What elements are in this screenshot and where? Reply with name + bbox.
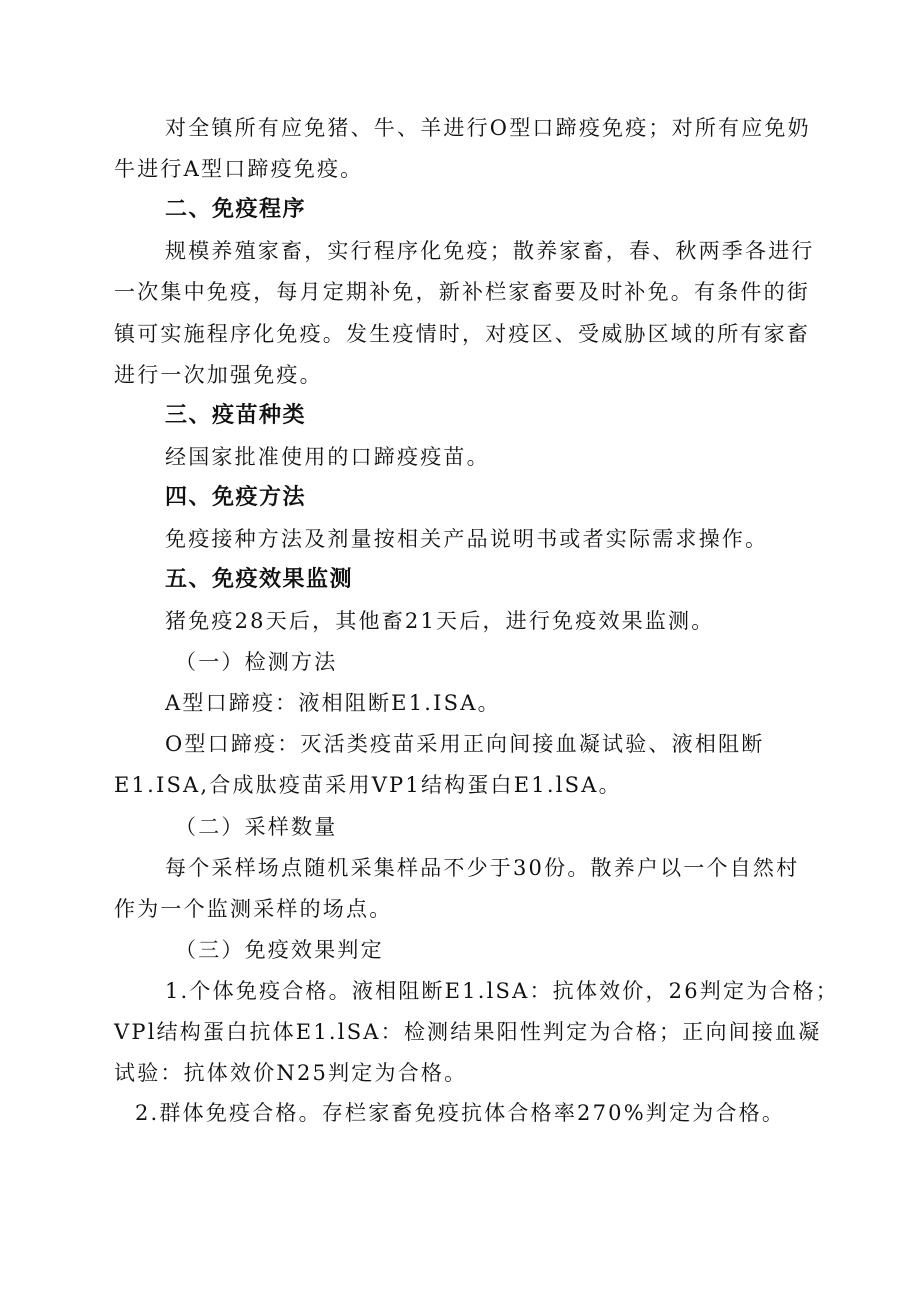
paragraph-line: E1.ISA,合成肽疫苗采用VP1结构蛋白E1.lSA。 <box>114 773 622 797</box>
paragraph-line: 镇可实施程序化免疫。发生疫情时，对疫区、受威胁区域的所有家畜 <box>114 322 810 346</box>
section-heading: 三、疫苗种类 <box>165 403 307 428</box>
paragraph-line: A型口蹄疫：液相阻断E1.ISA。 <box>165 691 501 715</box>
paragraph-line: 规模养殖家畜，实行程序化免疫；散养家畜，春、秋两季各进行 <box>165 239 815 263</box>
paragraph-line: O型口蹄疫：灭活类疫苗采用正向间接血凝试验、液相阻断 <box>165 732 765 756</box>
paragraph-line: 免疫接种方法及剂量按相关产品说明书或者实际需求操作。 <box>165 527 769 551</box>
paragraph-line: VPl结构蛋白抗体E1.lSA：检测结果阳性判定为合格；正向间接血凝 <box>114 1020 822 1044</box>
paragraph-line: 对全镇所有应免猪、牛、羊进行O型口蹄疫免疫；对所有应免奶 <box>165 116 811 140</box>
subsection-heading: （一）检测方法 <box>175 650 338 674</box>
paragraph-line: 1.个体免疫合格。液相阻断E1.lSA：抗体效价，26判定为合格； <box>165 979 839 1003</box>
paragraph-line: 牛进行A型口蹄疫免疫。 <box>114 157 364 181</box>
paragraph-line: 2.群体免疫合格。存栏家畜免疫抗体合格率270%判定为合格。 <box>135 1101 786 1125</box>
section-heading: 五、免疫效果监测 <box>165 567 354 592</box>
paragraph-line: 试验：抗体效价N25判定为合格。 <box>114 1061 468 1085</box>
paragraph-line: 一次集中免疫，每月定期补免，新补栏家畜要及时补免。有条件的街 <box>114 280 810 304</box>
paragraph-line: 每个采样场点随机采集样品不少于30份。散养户以一个自然村 <box>165 856 800 880</box>
paragraph-line: 猪免疫28天后，其他畜21天后，进行免疫效果监测。 <box>165 609 715 633</box>
section-heading: 四、免疫方法 <box>165 485 307 510</box>
paragraph-line: 作为一个监测采样的场点。 <box>114 897 393 921</box>
paragraph-line: 经国家批准使用的口蹄疫疫苗。 <box>165 445 490 469</box>
subsection-heading: （三）免疫效果判定 <box>175 938 384 962</box>
subsection-heading: （二）采样数量 <box>175 815 338 839</box>
section-heading: 二、免疫程序 <box>165 197 307 222</box>
paragraph-line: 进行一次加强免疫。 <box>114 363 323 387</box>
